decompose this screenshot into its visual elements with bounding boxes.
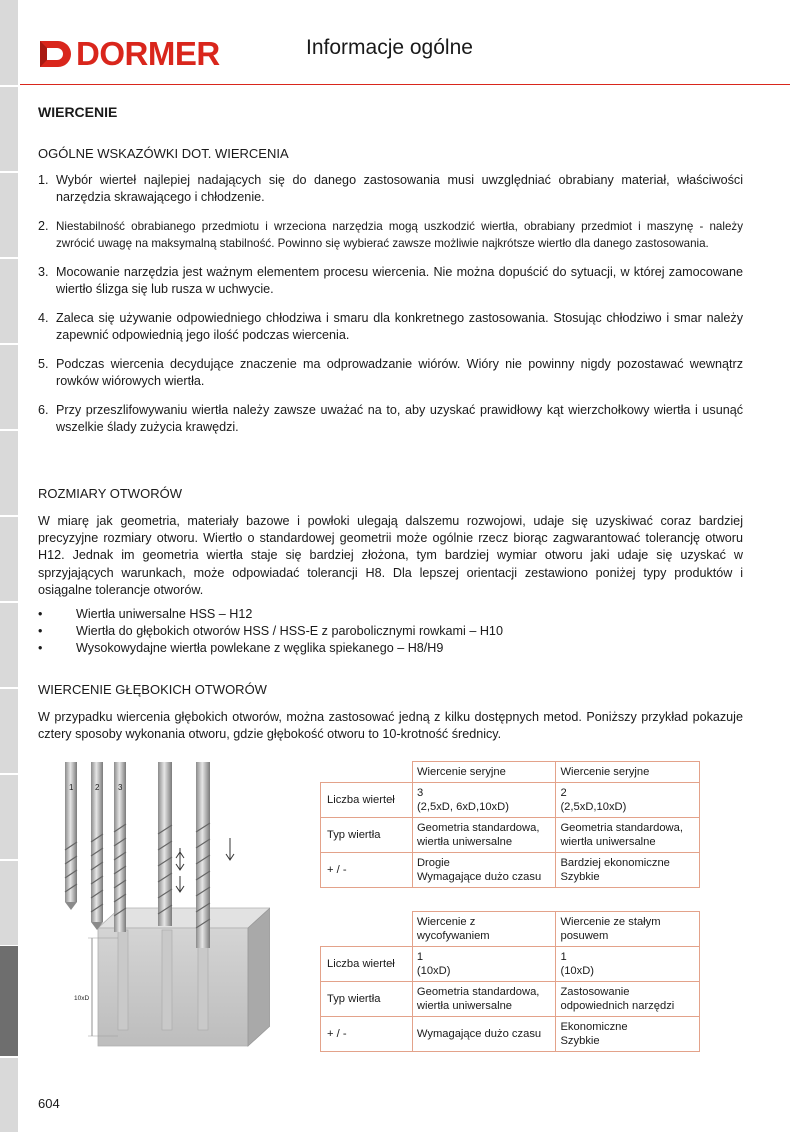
table-cell	[412, 982, 556, 1017]
page-header	[38, 34, 778, 84]
cell-line: 1	[416, 951, 424, 963]
side-tab	[0, 258, 18, 345]
table-cell	[556, 1017, 700, 1052]
side-tab	[0, 344, 18, 431]
drill-label: 1	[69, 783, 74, 792]
cell-line: (2,5xD, 6xD,10xD)	[416, 801, 509, 813]
page-number: 604	[38, 1096, 60, 1111]
dormer-logo	[38, 36, 233, 72]
column-header	[412, 912, 556, 947]
column-header: Wiercenie seryjne	[556, 762, 700, 783]
side-tab	[0, 1058, 18, 1134]
table-cell	[412, 818, 556, 853]
list-item	[38, 264, 743, 298]
item-text: Wybór wierteł najlepiej nadających się do danego zastosowania musi uwzględniać obrabiany materiał, właściwości narzędzia skrawającego i chłodzenie.	[56, 173, 743, 204]
item-text: Zaleca się używanie odpowiedniego chłodziwa i smaru dla konkretnego zastosowania. Stosując chłodziwo i smar należy zapewnić odpowiednią jego ilość podczas wiercenia.	[56, 311, 743, 342]
item-text: Przy przeszlifowywaniu wiertła należy zawsze uważać na to, aby uzyskać prawidłowy kąt wierzchołkowy wiertła i usunąć wszelkie ślady zużycia krawędzi.	[56, 403, 743, 434]
side-tab	[0, 688, 18, 775]
cell-line: Zastosowanie	[560, 986, 630, 998]
empty-cell	[321, 912, 413, 947]
side-tab	[0, 602, 18, 689]
list-item	[38, 402, 743, 436]
holes-paragraph: W miarę jak geometria, materiały bazowe i powłoki ulegają dalszemu rozwojowi, udaje się uzyskiwać coraz bardziej precyzyjne rozmiary otworu. Wiertło o standardowej geometrii może ogólnie rzecz biorąc zagwarantować tolerancję otworu H12. Jednak im geometria wiertła staje się bardziej złożona, tym bardziej wymiar otworu jaki udaje się uzyskać w sprzyjających warunkach, może odpowiadać tolerancji H8. Dla lepszej orientacji zestawiono poniżej typy produktów i osiągalne tolerancje otworów.	[38, 514, 743, 597]
tolerance-list	[38, 606, 743, 657]
table-cell	[412, 1017, 556, 1052]
column-header	[556, 912, 700, 947]
header-line: wycofywaniem	[416, 930, 490, 942]
cell-line: Geometria standardowa,	[416, 822, 540, 834]
side-tab	[0, 430, 18, 517]
item-text: Podczas wiercenia decydujące znaczenie ma odprowadzanie wiórów. Wióry nie powinny nigdy pozostawać wewnątrz rowków wiórowych wiertła.	[56, 357, 743, 388]
methods-table-2	[320, 911, 700, 1052]
list-item	[38, 356, 743, 390]
table-header-row	[321, 912, 700, 947]
table-row	[321, 783, 700, 818]
list-item	[38, 640, 743, 657]
drill-label: 3	[118, 783, 123, 792]
side-tab-active	[0, 946, 18, 1058]
cell-line: Bardziej ekonomiczne	[560, 857, 670, 869]
guidelines-list	[38, 172, 743, 448]
cell-line: Drogie	[416, 857, 450, 869]
table-row	[321, 1017, 700, 1052]
table-cell	[556, 783, 700, 818]
item-number: 6.	[38, 403, 49, 417]
item-text: Niestabilność obrabianego przedmiotu i wrzeciona narzędzia mogą uszkodzić wiertła, obrabiany przedmiot i maszynę - należy zwrócić uwagę na maksymalną stabilność. Powinno się wybierać zawsze możliwie najkrótsze wiertło dla danego zastosowania.	[56, 220, 743, 250]
drill-4	[158, 762, 172, 926]
cell-line: Wymagające dużo czasu	[416, 871, 542, 883]
cell-line: (10xD)	[416, 965, 451, 977]
row-label: Liczba wierteł	[321, 783, 413, 818]
header-divider	[20, 84, 790, 85]
cell-line: wiertła uniwersalne	[416, 1000, 513, 1012]
item-number: 2.	[38, 219, 49, 233]
header-line: Wiercenie ze stałym	[560, 916, 661, 928]
cell-line: Geometria standardowa,	[560, 822, 683, 834]
down-arrow-icon	[226, 838, 234, 860]
deep-paragraph: W przypadku wiercenia głębokich otworów, można zastosować jedną z kilku dostępnych metod. Poniższy przykład pokazuje cztery sposoby wykonania otworu, gdzie głębokość otworu to 10-krotność średnicy.	[38, 710, 743, 742]
table-cell	[412, 947, 556, 982]
cell-line: Ekonomiczne	[560, 1021, 628, 1033]
header-line: posuwem	[560, 930, 609, 942]
table-cell	[412, 853, 556, 888]
side-tab	[0, 0, 18, 87]
empty-cell	[321, 762, 413, 783]
cell-line: 3	[416, 787, 424, 799]
drills-graphic	[58, 758, 270, 1048]
row-label: + / -	[321, 853, 413, 888]
general-heading: OGÓLNE WSKAZÓWKI DOT. WIERCENIA	[38, 146, 289, 161]
cell-line: 2	[560, 787, 567, 799]
row-label: + / -	[321, 1017, 413, 1052]
item-text: Wiertła do głębokich otworów HSS / HSS-E z parobolicznymi rowkami – H10	[76, 624, 503, 638]
side-tab	[0, 516, 18, 603]
methods-table-1	[320, 761, 700, 888]
item-number: 5.	[38, 357, 49, 371]
holes-heading: ROZMIARY OTWORÓW	[38, 486, 182, 501]
list-item	[38, 606, 743, 623]
drilling-illustration	[58, 758, 270, 1048]
side-tab	[0, 774, 18, 861]
table-row	[321, 853, 700, 888]
bullet-symbol: •	[38, 607, 43, 621]
cell-line: 1	[560, 951, 567, 963]
column-header: Wiercenie seryjne	[412, 762, 556, 783]
cell-line: (2,5xD,10xD)	[560, 801, 627, 813]
cell-line: wiertła uniwersalne	[560, 836, 656, 848]
brand-name: DORMER	[76, 35, 220, 72]
section-title: WIERCENIE	[38, 104, 118, 120]
side-tab	[0, 86, 18, 173]
item-text: Wiertła uniwersalne HSS – H12	[76, 607, 253, 621]
list-item	[38, 310, 743, 344]
side-tab	[0, 172, 18, 259]
table-cell	[556, 982, 700, 1017]
item-number: 3.	[38, 265, 49, 279]
row-label: Typ wiertła	[321, 982, 413, 1017]
up-down-arrow-icon	[176, 848, 184, 870]
table-row	[321, 982, 700, 1017]
side-tab	[0, 860, 18, 947]
table-cell	[412, 783, 556, 818]
item-number: 1.	[38, 173, 49, 187]
down-arrow-icon	[176, 876, 184, 892]
row-label: Liczba wierteł	[321, 947, 413, 982]
table-cell	[556, 947, 700, 982]
item-number: 4.	[38, 311, 49, 325]
cell-line: Szybkie	[560, 1035, 600, 1047]
item-text: Mocowanie narzędzia jest ważnym elementem procesu wiercenia. Nie można dopuścić do sytuacji, w której zamocowane wiertło ślizga się lub rusza w uchwycie.	[56, 265, 743, 296]
table-cell	[556, 818, 700, 853]
cell-line: wiertła uniwersalne	[416, 836, 513, 848]
item-text: Wysokowydajne wiertła powlekane z węglika spiekanego – H8/H9	[76, 641, 444, 655]
bullet-symbol: •	[38, 641, 43, 655]
deep-heading: WIERCENIE GŁĘBOKICH OTWORÓW	[38, 682, 267, 697]
cell-line: (10xD)	[560, 965, 595, 977]
list-item	[38, 218, 743, 252]
cell-line: odpowiednich narzędzi	[560, 1000, 675, 1012]
table-row	[321, 947, 700, 982]
list-item	[38, 623, 743, 640]
cell-line: Wymagające dużo czasu	[416, 1028, 542, 1040]
row-label: Typ wiertła	[321, 818, 413, 853]
cell-line: Geometria standardowa,	[416, 986, 540, 998]
table-cell	[556, 853, 700, 888]
drill-5	[196, 762, 210, 948]
page-title: Informacje ogólne	[306, 36, 473, 59]
drill-label: 2	[95, 783, 100, 792]
cell-line: Szybkie	[560, 871, 600, 883]
bullet-symbol: •	[38, 624, 43, 638]
header-line: Wiercenie z	[416, 916, 476, 928]
dormer-logo-icon	[38, 37, 72, 71]
list-item	[38, 172, 743, 206]
table-row	[321, 818, 700, 853]
depth-label: 10xD	[74, 995, 90, 1002]
side-tab-strip	[0, 0, 18, 1132]
table-header-row	[321, 762, 700, 783]
